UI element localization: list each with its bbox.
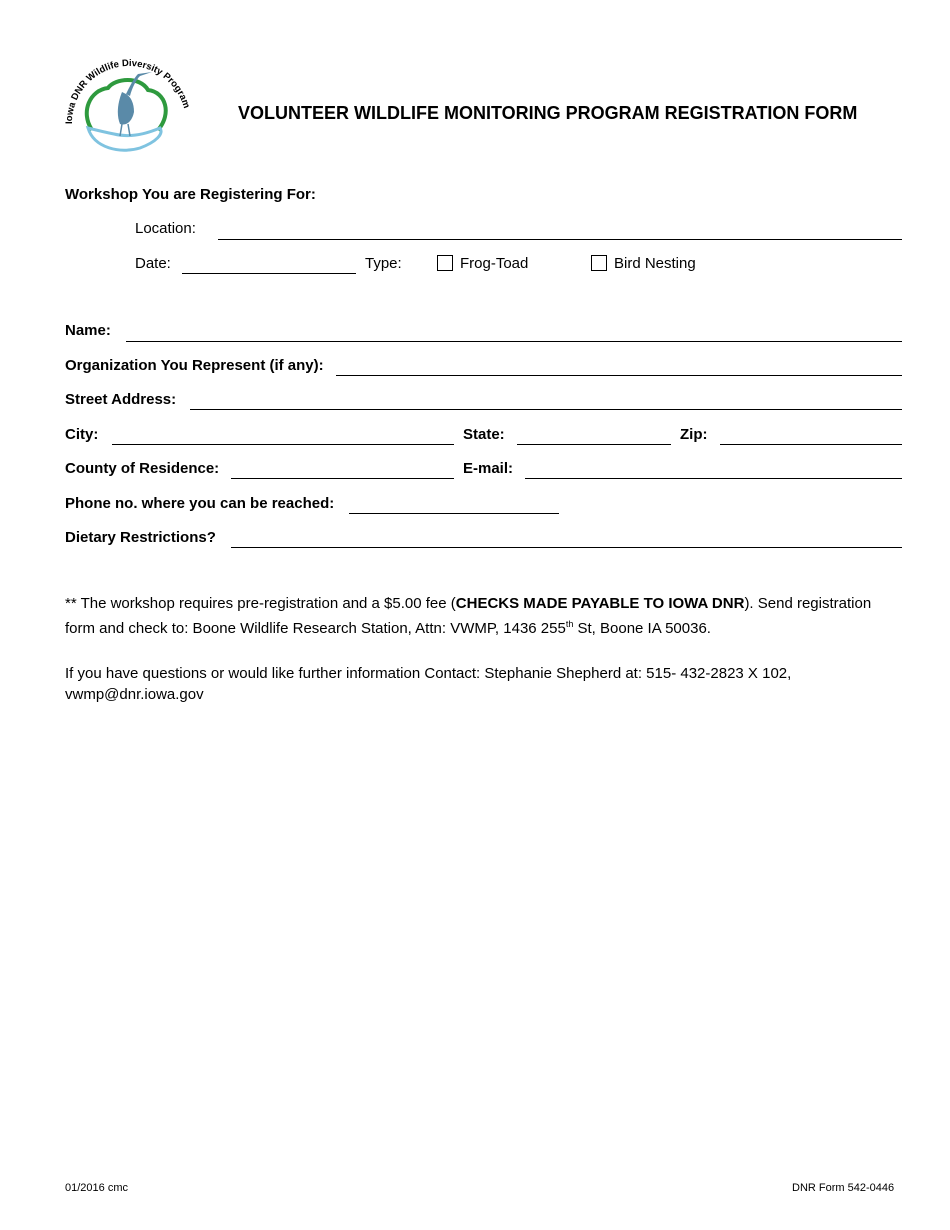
zip-label: Zip:	[680, 426, 708, 443]
organization-label: Organization You Represent (if any):	[65, 357, 324, 374]
location-field[interactable]	[218, 239, 902, 240]
name-field[interactable]	[126, 341, 902, 342]
contact-note: If you have questions or would like further information Contact: Stephanie Shepherd at: 515- 432-2823 X 102, vwmp@dnr.iowa.gov	[65, 665, 792, 703]
dietary-label: Dietary Restrictions?	[65, 529, 216, 546]
state-field[interactable]	[517, 444, 671, 445]
street-field[interactable]	[190, 409, 902, 410]
street-label: Street Address:	[65, 391, 177, 408]
workshop-heading: Workshop You are Registering For:	[65, 186, 316, 203]
frog-toad-label: Frog-Toad	[460, 255, 529, 272]
date-label: Date:	[135, 255, 171, 272]
county-field[interactable]	[231, 478, 454, 479]
email-field[interactable]	[525, 478, 902, 479]
bird-nesting-checkbox[interactable]	[591, 255, 607, 271]
state-label: State:	[463, 426, 505, 443]
dietary-field[interactable]	[231, 547, 902, 548]
city-field[interactable]	[112, 444, 454, 445]
phone-field[interactable]	[349, 513, 559, 514]
dnr-logo	[60, 52, 192, 156]
page-title: VOLUNTEER WILDLIFE MONITORING PROGRAM REGISTRATION FORM	[238, 103, 858, 123]
phone-label: Phone no. where you can be reached:	[65, 495, 335, 512]
city-label: City:	[65, 426, 99, 443]
county-label: County of Residence:	[65, 460, 220, 477]
date-field[interactable]	[182, 273, 356, 274]
footer-date-code: 01/2016 cmc	[65, 1182, 128, 1194]
frog-toad-checkbox[interactable]	[437, 255, 453, 271]
fee-note-sup: th	[565, 619, 574, 629]
logo-arc-text: Iowa DNR Wildlife Diversity Program	[63, 57, 192, 125]
fee-note-suffix: St, Boone IA 50036.	[573, 620, 711, 637]
fee-note-address: ). Send registration form and check to: Boone Wildlife Research Station, Attn: VWMP, 1436 255	[65, 595, 872, 637]
fee-note	[65, 593, 905, 639]
fee-note-prefix: ** The workshop requires pre-registration and a $5.00 fee (	[65, 595, 456, 612]
name-label: Name:	[65, 322, 111, 339]
footer-form-number: DNR Form 542-0446	[792, 1182, 895, 1194]
bird-nesting-label: Bird Nesting	[614, 255, 696, 272]
type-label: Type:	[365, 255, 402, 272]
email-label: E-mail:	[463, 460, 514, 477]
organization-field[interactable]	[336, 375, 902, 376]
zip-field[interactable]	[720, 444, 902, 445]
location-label: Location:	[135, 220, 196, 237]
fee-note-payable: CHECKS MADE PAYABLE TO IOWA DNR	[455, 595, 745, 612]
